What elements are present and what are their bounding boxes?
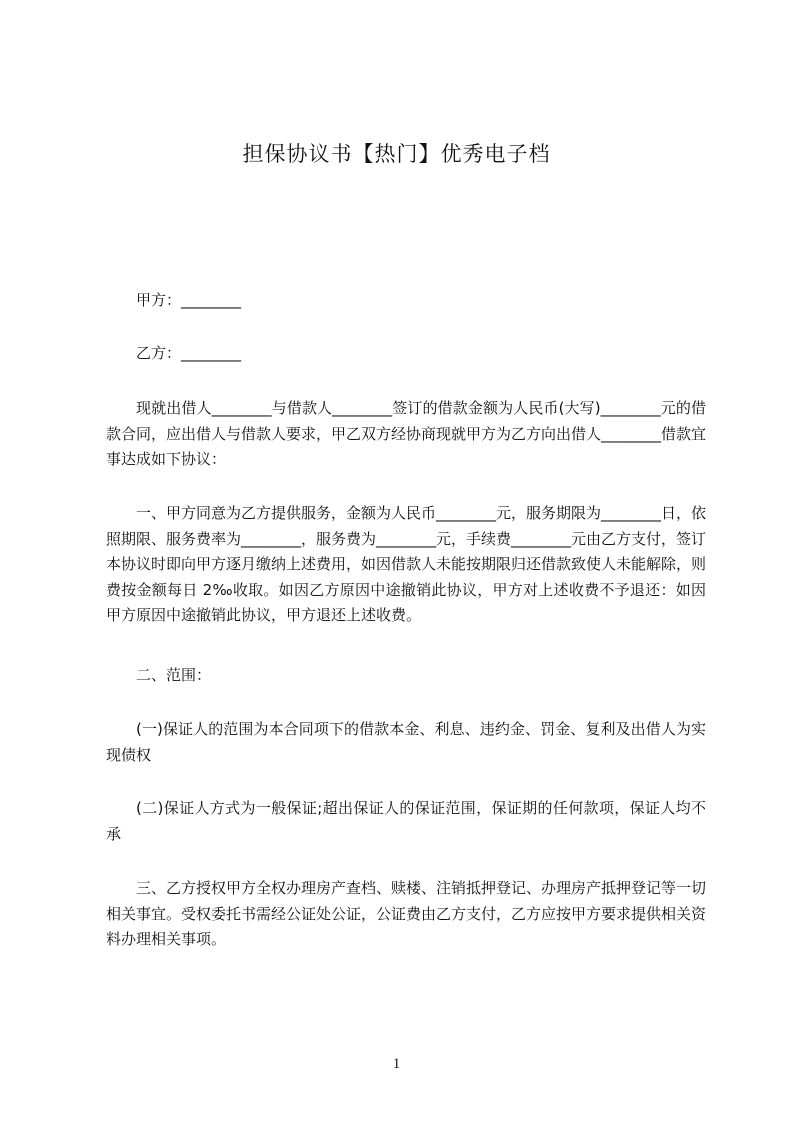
page-title: 担保协议书【热门】优秀电子档 [242,142,551,166]
page-number: 1 [392,1056,401,1072]
clause-3-paragraph: 三、乙方授权甲方全权办理房产查档、赎楼、注销抵押登记、办理房产抵押登记等一切相关事宜。受权委托书需经公证处公证，公证费由乙方支付，乙方应按甲方要求提供相关资料办理相关事项。 [106,879,707,948]
intro-paragraph: 现就出借人________与借款人________签订的借款金额为人民币(大写)________元的借款合同，应出借人与借款人要求，甲乙双方经协商现就甲方为乙方向出借人________借款宜事达成如下协议： [106,399,707,468]
party-a-line: 甲方：________ [136,291,242,309]
clause-1-paragraph: 一、甲方同意为乙方提供服务，金额为人民币________元，服务期限为________日，依照期限、服务费率为________，服务费为________元，手续费________元由乙方支付，签订本协议时即向甲方逐月缴纳上述费用，如因借款人未能按期限归还借款致使人未能解除，则费按金额每日 2‰收取。如因乙方原因中途撤销此协议，甲方对上述收费不予退还：如因甲方原因中途撤销此协议，甲方退还上述收费。 [106,504,707,624]
clause-2-item-2: (二)保证人方式为一般保证;超出保证人的保证范围，保证期的任何款项，保证人均不承 [106,799,706,843]
party-b-line: 乙方：________ [136,344,242,362]
clause-2-heading: 二、范围： [136,666,212,684]
clause-2-item-1: (一)保证人的范围为本合同项下的借款本金、利息、违约金、罚金、复利及出借人为实现债权 [106,720,706,764]
